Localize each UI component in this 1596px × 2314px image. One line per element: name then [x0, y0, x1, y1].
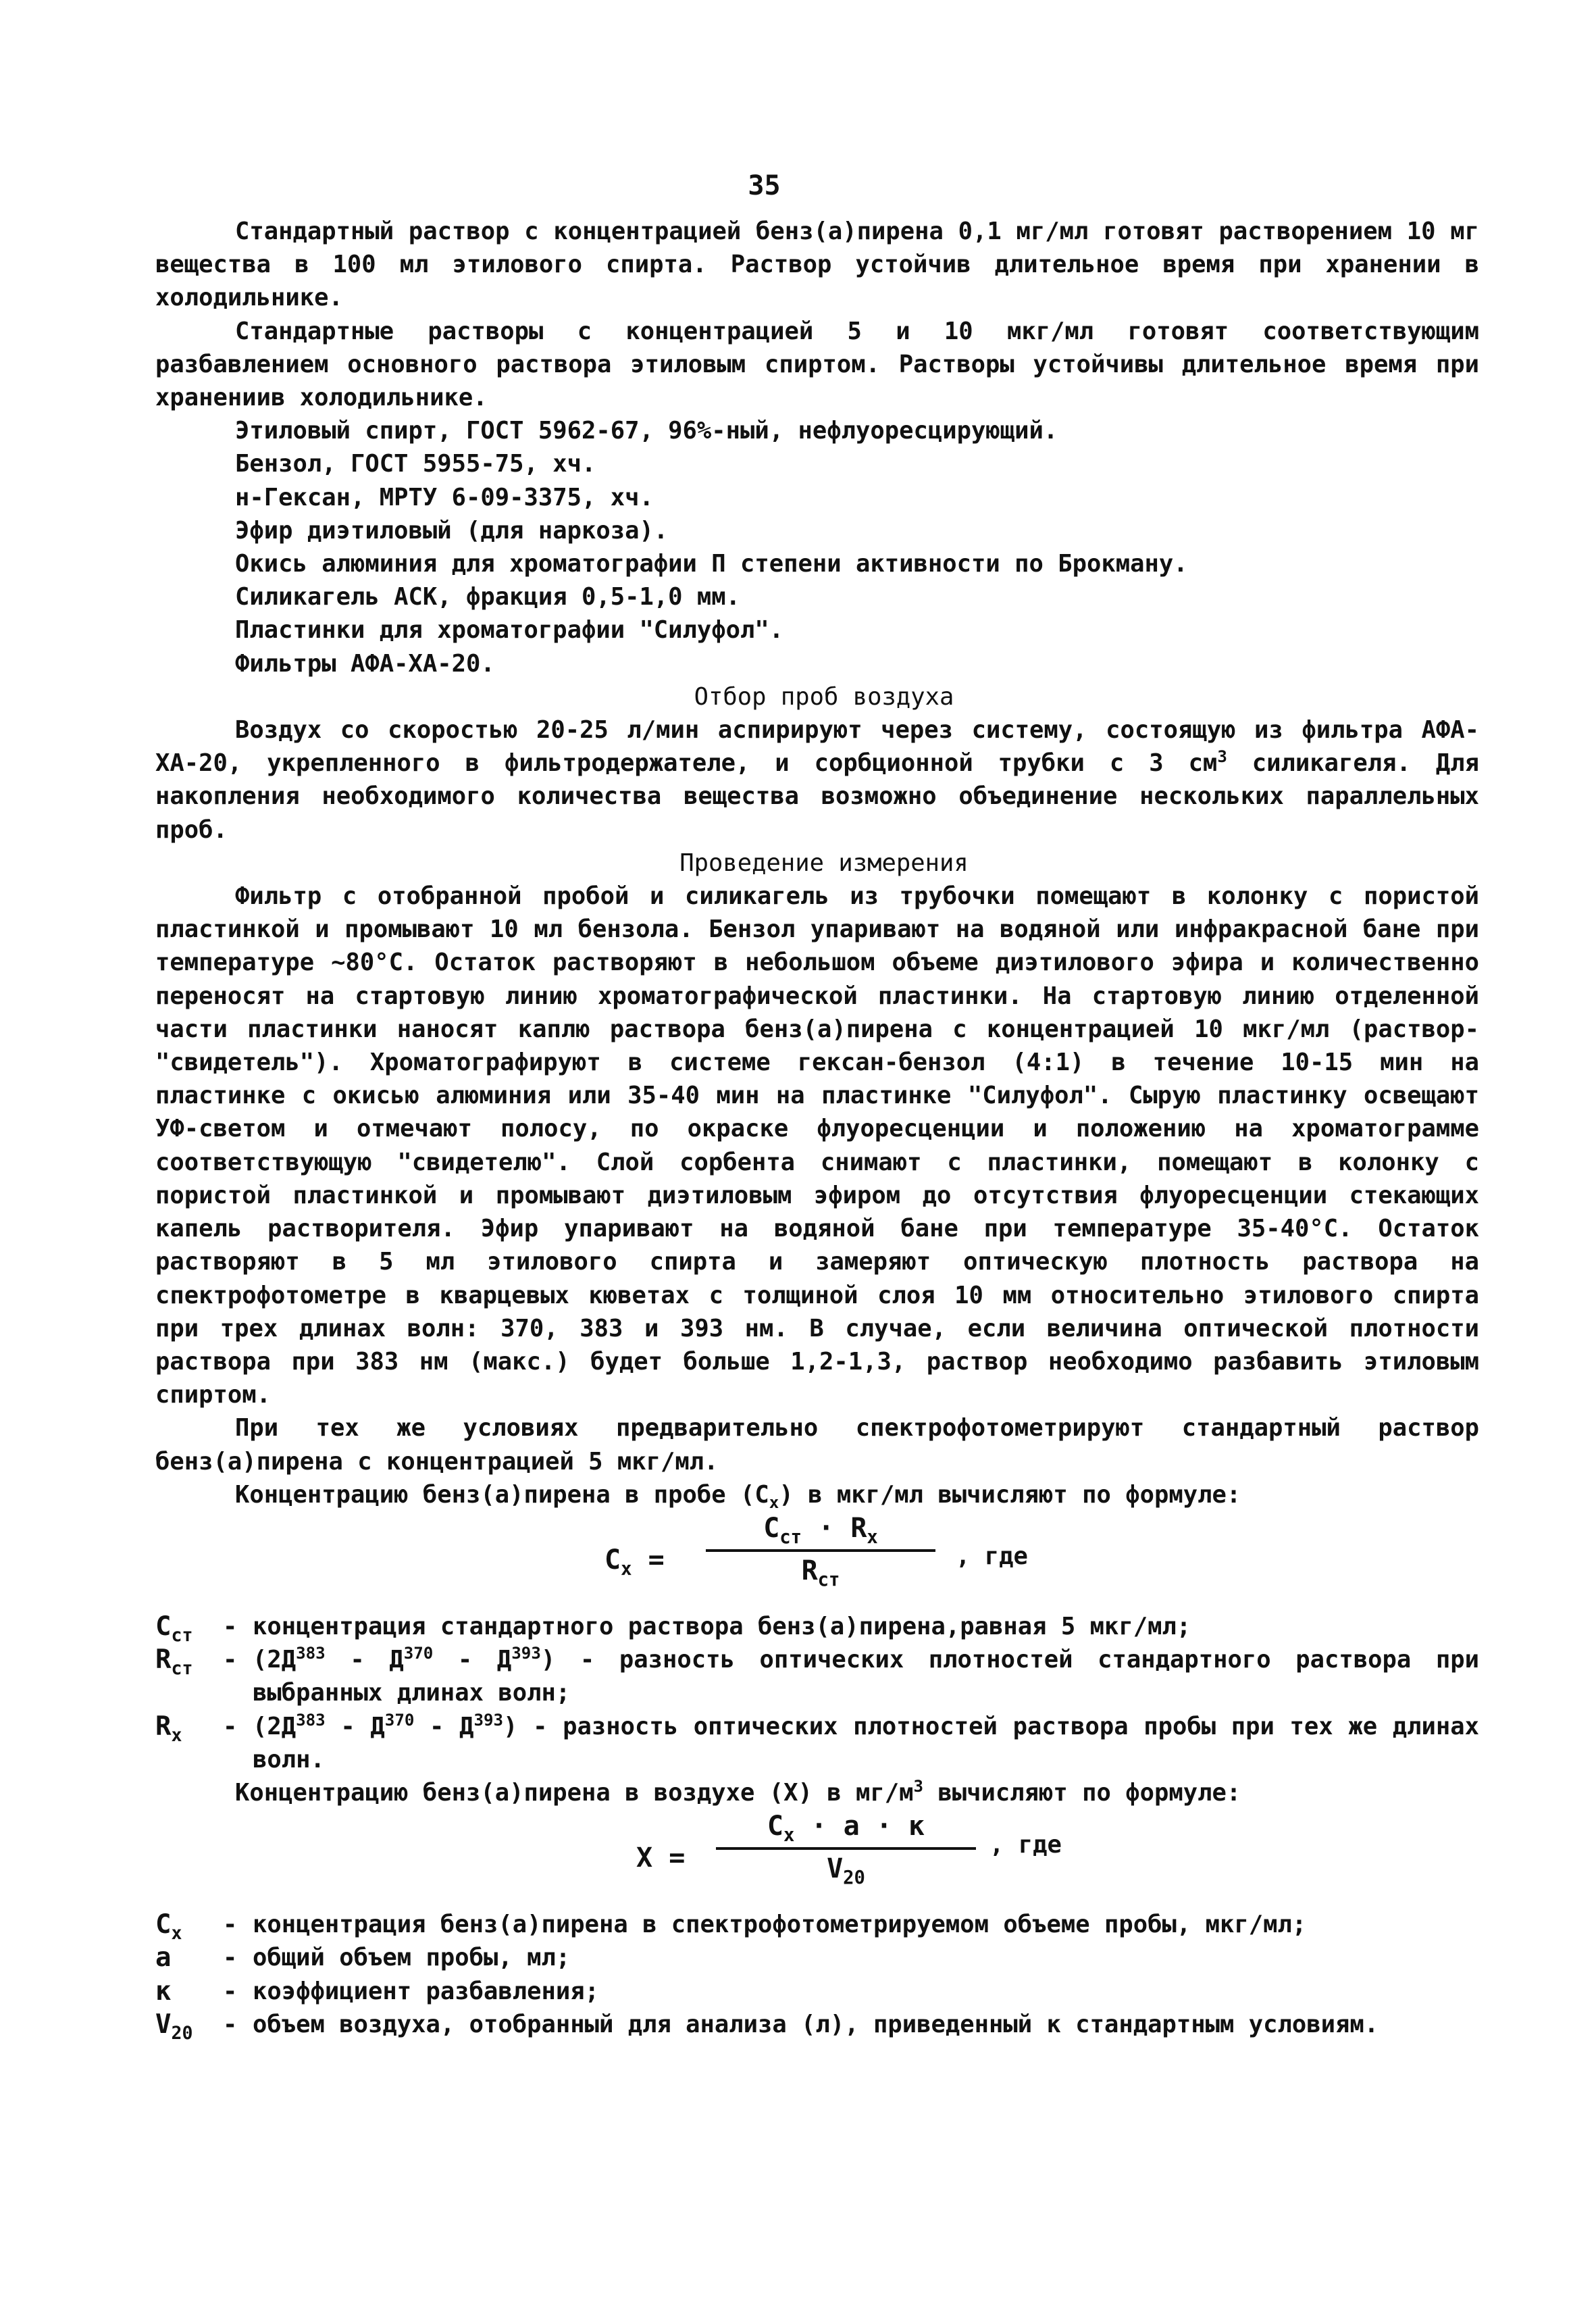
definition-item: а - общий объем пробы, мл; — [155, 1941, 1479, 1974]
definition-item: $R_х$ - $(2Д^{383} - Д^{370} - Д^{393})$ - разность оптических плотностей раствора пробы при тех же длинах волн. — [155, 1710, 1479, 1776]
formula2-fraction — [716, 1809, 976, 1888]
definition-item: $С_{ст}$ - концентрация стандартного раствора бенз(а)пирена,равная 5 мкг/мл; — [155, 1610, 1479, 1643]
definition-text: концентрация стандартного раствора бенз(а)пирена,равная 5 мкг/мл; — [253, 1612, 1191, 1640]
definition-text: концентрация бенз(а)пирена в спектрофотометрируемом объеме пробы, мкг/мл; — [253, 1911, 1307, 1939]
definition-text: $(2Д^{383} - Д^{370} - Д^{393})$ - разность оптических плотностей стандартного раствора при выбранных длинах волн; — [253, 1644, 1479, 1707]
formula1-fraction — [706, 1511, 935, 1590]
formula-concentration-sample — [155, 1511, 1479, 1610]
paragraph-sampling: Воздух со скоростью 20-25 л/мин аспирируют через систему, состоящую из фильтра АФА-ХА-20, укрепленного в фильтродержателе, и сорбционной трубки с 3 $см^3$ силикагеля. Для накопления необходимого количества вещества возможно объединение нескольких параллельных проб. — [155, 716, 1479, 844]
formula-concentration-air — [155, 1809, 1479, 1908]
definition-symbol: $R_х$ — [155, 1711, 182, 1746]
definition-symbol: а — [155, 1942, 172, 1973]
definition-symbol: $С_{ст}$ — [155, 1611, 193, 1646]
section-heading-sampling: Отбор проб воздуха — [694, 682, 954, 711]
definition-symbol: $V_{20}$ — [155, 2009, 193, 2044]
page-number: 35 — [748, 170, 781, 201]
reagent-item: Окись алюминия для хроматографии П степени активности по Брокману. — [235, 550, 1188, 578]
formula2-denominator: $V_{20}$ — [827, 1853, 865, 1889]
formula1-intro: Концентрацию бенз(а)пирена в пробе $(С_х)$ в мкг/мл вычисляют по формуле: — [235, 1480, 1241, 1512]
formula1-numerator: $С_{ст} \cdot R_х$ — [763, 1512, 878, 1548]
reagent-item: Этиловый спирт, ГОСТ 5962-67, 96%-ный, нефлуоресцирующий. — [235, 417, 1058, 445]
definition-item: $V_{20}$ - объем воздуха, отобранный для анализа (л), приведенный к стандартным условиям. — [155, 2008, 1479, 2041]
definition-text: $(2Д^{383} - Д^{370} - Д^{393})$ - разность оптических плотностей раствора пробы при тех же длинах волн. — [253, 1710, 1479, 1774]
paragraph-standard-solution: Стандартный раствор с концентрацией бенз(а)пирена 0,1 мг/мл готовят растворением 10 мг вещества в 100 мл этилового спирта. Раствор устойчив длительное время при хранении в холодильнике. — [155, 218, 1479, 312]
definition-item: $С_х$ - концентрация бенз(а)пирена в спектрофотометрируемом объеме пробы, мкг/мл; — [155, 1908, 1479, 1941]
formula2-lhs: X = — [636, 1842, 686, 1874]
formula2-tail: , где — [989, 1831, 1062, 1859]
definition-symbol: к — [155, 1976, 172, 2007]
reagent-list — [155, 414, 1479, 680]
formula2-numerator: $С_х \cdot а \cdot к$ — [767, 1811, 925, 1846]
reagent-item: Бензол, ГОСТ 5955-75, хч. — [235, 450, 596, 478]
definition-text: коэффициент разбавления; — [253, 1977, 599, 2005]
definition-symbol: $С_х$ — [155, 1909, 182, 1944]
definition-item: к - коэффициент разбавления; — [155, 1975, 1479, 2008]
formula1-definitions — [155, 1610, 1479, 1776]
paragraph-measurement-procedure: Фильтр с отобранной пробой и силикагель из трубочки помещают в колонку с пористой пластинкой и промывают 10 мл бензола. Бензол упаривают на водяной или инфракрасной бане при температуре ~80°С. Остаток растворяют в небольшом объеме диэтилового эфира и количественно переносят на стартовую линию хроматографической пластинки. На стартовую линию отделенной части пластинки наносят каплю раствора бенз(а)пирена с концентрацией 10 мкг/мл (раствор-"свидетель"). Хроматографируют в системе гексан-бензол (4:1) в течение 10-15 мин на пластинке с окисью алюминия или 35-40 мин на пластинке "Силуфол". Сырую пластинку освещают УФ-светом и отмечают полосу, по окраске флуоресценции и положению на хроматограмме соответствующую "свидетелю". Слой сорбента снимают с пластинки, помещают в колонку с пористой пластинкой и промывают диэтиловым эфиром до отсутствия флуоресценции стекающих капель растворителя. Эфир упаривают на водяной бане при температуре 35-40°С. Остаток растворяют в 5 мл этилового спирта и замеряют оптическую плотность раствора на спектрофотометре в кварцевых кюветах с толщиной слоя 10 мм относительно этилового спирта при трех длинах волн: 370, 383 и 393 нм. В случае, если величина оптической плотности раствора при 383 нм (макс.) будет больше 1,2-1,3, раствор необходимо разбавить этиловым спиртом. — [155, 882, 1479, 1409]
definition-text: общий объем пробы, мл; — [253, 1944, 571, 1972]
document-body — [155, 215, 1479, 2044]
paragraph-standard-solutions-dilution: Стандартные растворы с концентрацией 5 и 10 мкг/мл готовят соответствующим разбавлением основного раствора этиловым спиртом. Растворы устойчивы длительное время при хранениив холодильнике. — [155, 317, 1479, 412]
reagent-item: Пластинки для хроматографии "Силуфол". — [235, 616, 784, 645]
reagent-item: Фильтры АФА-ХА-20. — [235, 649, 495, 678]
paragraph-standard-spectrophotometry: При тех же условиях предварительно спектрофотометрируют стандартный раствор бенз(а)пирена с концентрацией 5 мкг/мл. — [155, 1414, 1479, 1476]
section-heading-measurement: Проведение измерения — [679, 849, 969, 877]
formula1-lhs: $С_х$ = — [604, 1544, 665, 1580]
formula2-definitions — [155, 1908, 1479, 2044]
definition-item: $R_{ст}$ - $(2Д^{383} - Д^{370} - Д^{393})$ - разность оптических плотностей стандартного раствора при выбранных длинах волн; — [155, 1643, 1479, 1709]
definition-text: объем воздуха, отобранный для анализа (л), приведенный к стандартным условиям. — [253, 2010, 1379, 2038]
reagent-item: Эфир диэтиловый (для наркоза). — [235, 516, 669, 545]
reagent-item: н-Гексан, МРТУ 6-09-3375, хч. — [235, 483, 654, 511]
formula1-denominator: $R_{ст}$ — [801, 1555, 840, 1590]
formula2-intro: Концентрацию бенз(а)пирена в воздухе (X) в $мг/м^3$ вычисляют по формуле: — [235, 1777, 1241, 1807]
formula1-tail: , где — [956, 1542, 1028, 1570]
definition-symbol: $R_{ст}$ — [155, 1644, 193, 1679]
reagent-item: Силикагель АСК, фракция 0,5-1,0 мм. — [235, 583, 741, 611]
